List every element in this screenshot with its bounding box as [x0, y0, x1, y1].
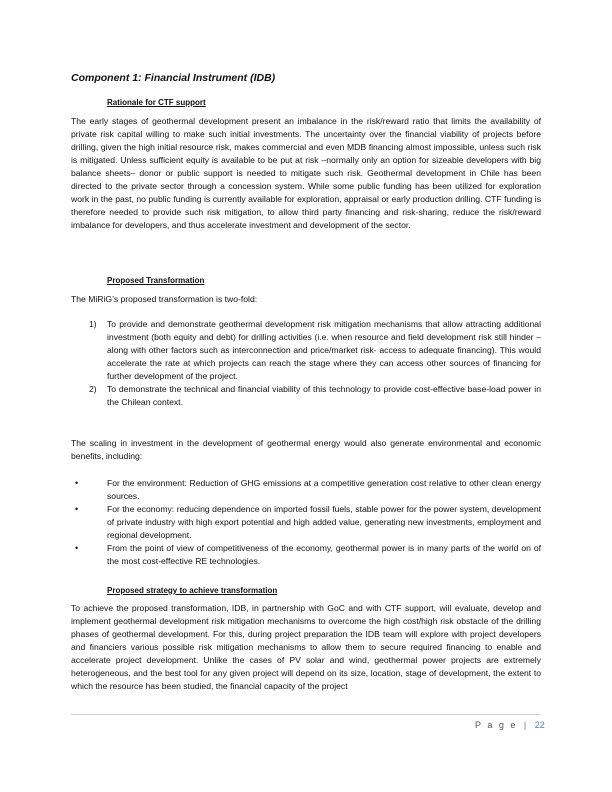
bullet-marker: •	[75, 543, 79, 553]
strategy-subheading: Proposed strategy to achieve transformation	[107, 586, 278, 595]
rationale-subheading: Rationale for CTF support	[107, 98, 206, 107]
transformation-numbered-list	[71, 318, 541, 409]
list-marker: 1)	[89, 319, 97, 329]
footer-rule	[71, 714, 541, 715]
transformation-subheading: Proposed Transformation	[107, 276, 205, 285]
list-item	[71, 383, 541, 409]
scaling-paragraph: The scaling in investment in the development of geothermal energy would also generate environmental and economic benefits, including:	[71, 438, 541, 461]
strategy-paragraph: To achieve the proposed transformation, IDB, in partnership with GoC and with CTF support, will evaluate, develop and implement geothermal development risk mitigation mechanisms to overcome the high cost/high risk obstacle of the drilling phases of geothermal development. For this, during project preparation the IDB team will explore with project developers and financiers various possible risk mitigation mechanisms to allow them to secure required financing to enable and accelerate project development. Unlike the cases of PV solar and wind, geothermal power projects are extremely heterogeneous, and the best tool for any given project will depend on its size, location, stage of development, the extent to which the resource has been studied, the financial capacity of the project	[71, 603, 541, 691]
list-marker: 2)	[89, 384, 97, 394]
list-item-text: For the environment: Reduction of GHG emissions at a competitive generation cost relative to other clean energy sources.	[107, 478, 541, 501]
list-item-text: To provide and demonstrate geothermal development risk mitigation mechanisms that allow attracting additional investment (both equity and debt) for drilling activities (i.e. when resource and field development risk still hinder –along with other factors such as interconnection and price/market risk- access to adequate financing). This would accelerate the rate at which projects can reach the stage where they can access other sources of financing for further development of the project.	[107, 319, 541, 381]
component-heading: Component 1: Financial Instrument (IDB)	[71, 72, 276, 84]
benefits-bullet-list	[71, 477, 541, 568]
page-number: 22	[534, 720, 545, 730]
list-item-text: From the point of view of competitiveness of the economy, geothermal power is in many parts of the world on of the most cost-effective RE technologies.	[107, 543, 541, 566]
bullet-marker: •	[75, 478, 79, 488]
bullet-marker: •	[75, 504, 79, 514]
list-item-text: For the economy: reducing dependence on imported fossil fuels, stable power for the power system, development of private industry with high export potential and high added value, generating new investments, employment and regional development.	[107, 504, 541, 540]
footer-separator: |	[523, 720, 527, 730]
list-item	[71, 503, 541, 542]
transformation-intro: The MiRiG’s proposed transformation is two-fold:	[71, 294, 258, 304]
list-item	[71, 318, 541, 383]
page-label: P a g e	[475, 720, 518, 730]
list-item	[71, 477, 541, 503]
list-item-text: To demonstrate the technical and financial viability of this technology to provide cost-effective base-load power in the Chilean context.	[107, 384, 541, 407]
rationale-paragraph: The early stages of geothermal development present an imbalance in the risk/reward ratio that limits the availability of private risk capital willing to make such initial investments. The uncertainty over the financial viability of projects before drilling, given the high initial resource risk, makes commercial and even MDB financing almost impossible, unless such risk is mitigated. Unless sufficient equity is available to be put at risk –normally only an option for sizeable developers with big balance sheets– donor or public support is needed to mitigate such risk. Geothermal development in Chile has been directed to the private sector through a concession system. While some public funding has been utilized for exploration work in the past, no public funding is currently available for exploration, appraisal or early production drilling. CTF funding is therefore needed to provide such risk mitigation, to allow third party financing and risk-sharing, reduce the risk/reward imbalance for developers, and thus accelerate investment and development of the sector.	[71, 116, 541, 230]
page-footer	[475, 720, 545, 730]
list-item	[71, 542, 541, 568]
